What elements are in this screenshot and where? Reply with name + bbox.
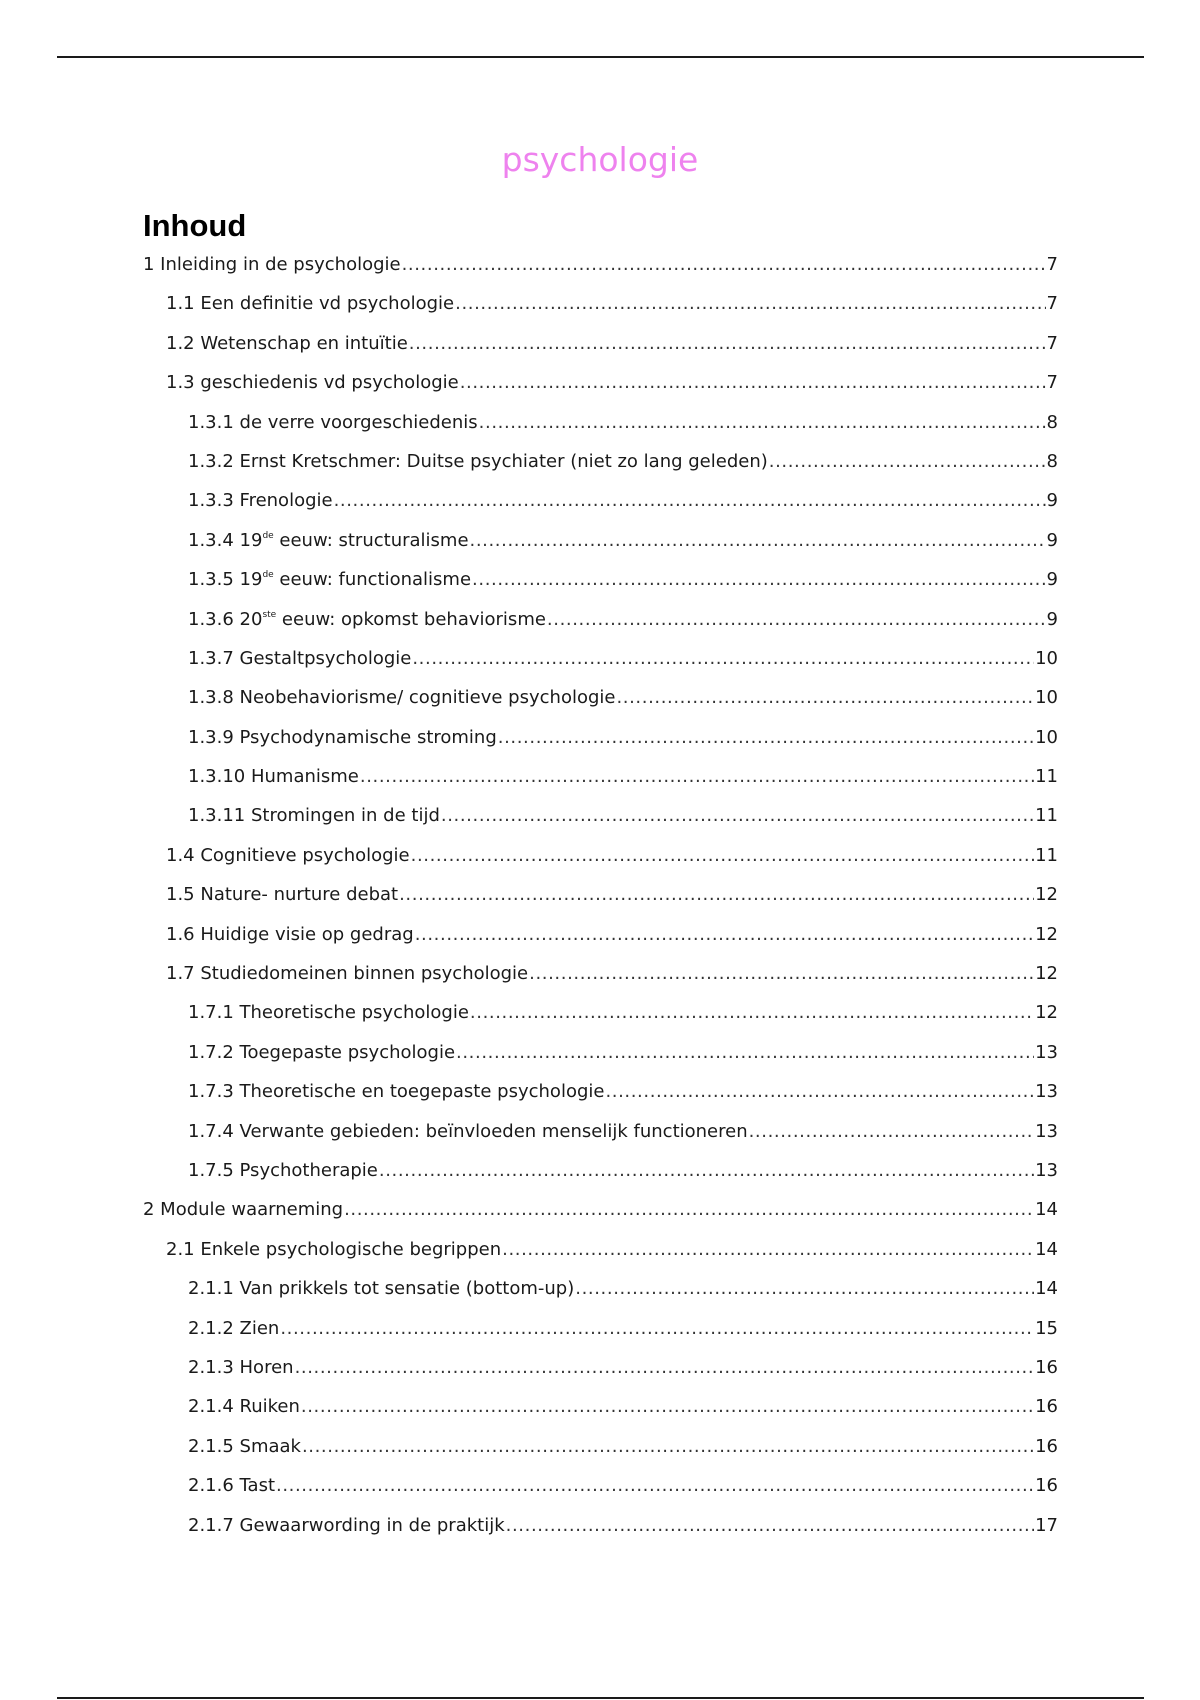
toc-entry[interactable]: [143, 1002, 1058, 1041]
toc-entry[interactable]: [143, 884, 1058, 923]
toc-entry-label: 1.7.4 Verwante gebieden: beïnvloeden menselijk functioneren: [188, 1120, 748, 1142]
toc-entry-label: 1.3.1 de verre voorgeschiedenis: [188, 411, 478, 433]
toc-entry-label: [188, 530, 469, 552]
toc-entry[interactable]: [143, 1239, 1058, 1278]
toc-entry-label: 1.3.8 Neobehaviorisme/ cognitieve psychologie: [188, 687, 616, 709]
toc-entry-label: [188, 569, 471, 591]
toc-dot-leader: [411, 845, 1034, 867]
toc-entry[interactable]: [143, 687, 1058, 726]
toc-entry[interactable]: [143, 766, 1058, 805]
toc-entry-label: 1.3 geschiedenis vd psychologie: [166, 372, 459, 394]
toc-entry[interactable]: [143, 1199, 1058, 1238]
toc-page-number: 8: [1046, 450, 1058, 472]
toc-page-number: 9: [1046, 608, 1058, 630]
toc-dot-leader: [302, 1436, 1034, 1458]
toc-dot-leader: [470, 1002, 1034, 1024]
toc-dot-leader: [412, 648, 1034, 670]
toc-dot-leader: [379, 1160, 1034, 1182]
toc-dot-leader: [479, 412, 1046, 434]
toc-entry[interactable]: [143, 1357, 1058, 1396]
toc-entry-label: 1.3.10 Humanisme: [188, 766, 359, 788]
toc-entry[interactable]: [143, 727, 1058, 766]
toc-page-number: 13: [1035, 1159, 1058, 1181]
toc-page-number: 12: [1035, 923, 1058, 945]
toc-dot-leader: [749, 1121, 1034, 1143]
toc-heading: Inhoud: [143, 208, 247, 243]
top-rule: [57, 56, 1144, 58]
toc-entry[interactable]: [143, 805, 1058, 844]
toc-dot-leader: [616, 687, 1034, 709]
toc-dot-leader: [441, 805, 1034, 827]
toc-page-number: 16: [1035, 1435, 1058, 1457]
toc-entry-label: 1.2 Wetenschap en intuïtie: [166, 332, 408, 354]
toc-entry-label: 2.1.4 Ruiken: [188, 1396, 300, 1418]
toc-page-number: 7: [1046, 372, 1058, 394]
toc-dot-leader: [472, 569, 1046, 591]
toc-entry-label-start: 1.3.4 19: [188, 529, 263, 551]
toc-page-number: 15: [1035, 1317, 1058, 1339]
toc-page-number: 14: [1035, 1238, 1058, 1260]
toc-page-number: 11: [1035, 766, 1058, 788]
toc-page-number: 14: [1035, 1278, 1058, 1300]
toc-entry-label: 1.7.2 Toegepaste psychologie: [188, 1041, 456, 1063]
toc-entry-label: 2.1.3 Horen: [188, 1356, 294, 1378]
toc-page-number: 11: [1035, 805, 1058, 827]
toc-entry-label-end: eeuw: structuralisme: [273, 529, 469, 551]
toc-entry-label: 1.3.11 Stromingen in de tijd: [188, 805, 440, 827]
toc-entry[interactable]: [143, 1042, 1058, 1081]
toc-entry[interactable]: [143, 412, 1058, 451]
toc-dot-leader: [399, 884, 1034, 906]
toc-dot-leader: [360, 766, 1034, 788]
toc-entry-label-ordinal: de: [262, 530, 274, 541]
toc-entry[interactable]: [143, 1160, 1058, 1199]
toc-entry[interactable]: [143, 963, 1058, 1002]
toc-page-number: 14: [1035, 1199, 1058, 1221]
toc-entry-label: 1.7.5 Psychotherapie: [188, 1159, 378, 1181]
toc-dot-leader: [415, 924, 1034, 946]
toc-page-number: 7: [1046, 293, 1058, 315]
toc-entry[interactable]: [143, 451, 1058, 490]
toc-entry[interactable]: [143, 845, 1058, 884]
toc-entry[interactable]: [143, 1436, 1058, 1475]
toc-entry-label: 1.4 Cognitieve psychologie: [166, 844, 410, 866]
toc-entry-label: [188, 609, 546, 631]
toc-page-number: 10: [1035, 726, 1058, 748]
toc-dot-leader: [409, 333, 1046, 355]
toc-page-number: 8: [1046, 411, 1058, 433]
toc-entry-label-ordinal: de: [262, 570, 274, 581]
toc-entry-label: 2.1.7 Gewaarwording in de praktijk: [188, 1514, 505, 1536]
toc-page-number: 10: [1035, 687, 1058, 709]
toc-dot-leader: [529, 963, 1034, 985]
toc-entry[interactable]: [143, 530, 1058, 569]
toc-entry-label: 1 Inleiding in de psychologie: [143, 254, 401, 275]
toc-dot-leader: [498, 727, 1034, 749]
toc-entry[interactable]: [143, 924, 1058, 963]
toc-dot-leader: [575, 1278, 1034, 1300]
toc-dot-leader: [547, 609, 1046, 631]
toc-entry[interactable]: [143, 254, 1058, 293]
toc-page-number: 12: [1035, 1002, 1058, 1024]
toc-page-number: 12: [1035, 884, 1058, 906]
toc-page-number: 7: [1046, 254, 1058, 275]
toc-page-number: 10: [1035, 647, 1058, 669]
toc-entry-label: 1.3.7 Gestaltpsychologie: [188, 647, 412, 669]
bottom-rule: [57, 1697, 1144, 1699]
toc-dot-leader: [506, 1515, 1034, 1537]
toc-dot-leader: [460, 372, 1046, 394]
toc-dot-leader: [301, 1396, 1034, 1418]
toc-page-number: 11: [1035, 844, 1058, 866]
toc-page-number: 13: [1035, 1120, 1058, 1142]
toc-dot-leader: [470, 530, 1046, 552]
toc-entry-label: 1.7.3 Theoretische en toegepaste psychologie: [188, 1081, 605, 1103]
toc-entry-label: 1.3.9 Psychodynamische stroming: [188, 726, 497, 748]
toc-entry[interactable]: [143, 293, 1058, 332]
toc-page-number: 7: [1046, 332, 1058, 354]
toc-entry-label: 2.1 Enkele psychologische begrippen: [166, 1238, 502, 1260]
toc-dot-leader: [295, 1357, 1035, 1379]
table-of-contents: [143, 254, 1058, 1554]
toc-entry[interactable]: [143, 1278, 1058, 1317]
toc-page-number: 16: [1035, 1356, 1058, 1378]
toc-dot-leader: [605, 1081, 1034, 1103]
toc-entry-label: 2.1.2 Zien: [188, 1317, 280, 1339]
toc-entry-label: 1.5 Nature- nurture debat: [166, 884, 399, 906]
toc-dot-leader: [276, 1475, 1034, 1497]
toc-entry[interactable]: [143, 333, 1058, 372]
toc-entry[interactable]: [143, 609, 1058, 648]
toc-dot-leader: [280, 1318, 1034, 1340]
toc-page-number: 12: [1035, 963, 1058, 985]
toc-dot-leader: [334, 490, 1046, 512]
toc-entry-label-ordinal: ste: [262, 609, 277, 620]
toc-entry-label: 1.3.2 Ernst Kretschmer: Duitse psychiater (niet zo lang geleden): [188, 450, 768, 472]
toc-page-number: 16: [1035, 1475, 1058, 1497]
document-title: psychologie: [501, 140, 699, 179]
toc-entry-label: 2 Module waarneming: [143, 1199, 344, 1221]
toc-page-number: 16: [1035, 1396, 1058, 1418]
toc-page-number: 9: [1046, 529, 1058, 551]
toc-dot-leader: [502, 1239, 1034, 1261]
toc-entry[interactable]: [143, 1515, 1058, 1554]
toc-entry[interactable]: [143, 1121, 1058, 1160]
toc-entry-label: 1.3.3 Frenologie: [188, 490, 333, 512]
toc-dot-leader: [402, 254, 1046, 276]
toc-entry[interactable]: [143, 1396, 1058, 1435]
toc-entry-label-end: eeuw: functionalisme: [273, 569, 472, 591]
toc-entry[interactable]: [143, 569, 1058, 608]
toc-page-number: 13: [1035, 1041, 1058, 1063]
toc-entry[interactable]: [143, 1318, 1058, 1357]
toc-entry[interactable]: [143, 490, 1058, 529]
toc-entry-label-end: eeuw: opkomst behaviorisme: [276, 608, 546, 630]
toc-entry-label: 1.6 Huidige visie op gedrag: [166, 923, 414, 945]
toc-entry-label: 1.7.1 Theoretische psychologie: [188, 1002, 469, 1024]
toc-entry-label-start: 1.3.5 19: [188, 569, 263, 591]
toc-entry-label: 2.1.5 Smaak: [188, 1435, 301, 1457]
toc-entry[interactable]: [143, 1081, 1058, 1120]
toc-dot-leader: [456, 1042, 1034, 1064]
toc-entry-label: 2.1.6 Tast: [188, 1475, 276, 1497]
toc-entry-label: 2.1.1 Van prikkels tot sensatie (bottom-up): [188, 1278, 575, 1300]
toc-entry[interactable]: [143, 648, 1058, 687]
toc-page-number: 9: [1046, 490, 1058, 512]
toc-entry[interactable]: [143, 1475, 1058, 1514]
toc-dot-leader: [344, 1199, 1034, 1221]
toc-entry-label: 1.7 Studiedomeinen binnen psychologie: [166, 963, 529, 985]
toc-page-number: 9: [1046, 569, 1058, 591]
toc-entry[interactable]: [143, 372, 1058, 411]
toc-entry-label-start: 1.3.6 20: [188, 608, 263, 630]
toc-page-number: 17: [1035, 1514, 1058, 1536]
toc-page-number: 13: [1035, 1081, 1058, 1103]
toc-entry-label: 1.1 Een definitie vd psychologie: [166, 293, 455, 315]
toc-dot-leader: [769, 451, 1046, 473]
toc-dot-leader: [455, 293, 1045, 315]
